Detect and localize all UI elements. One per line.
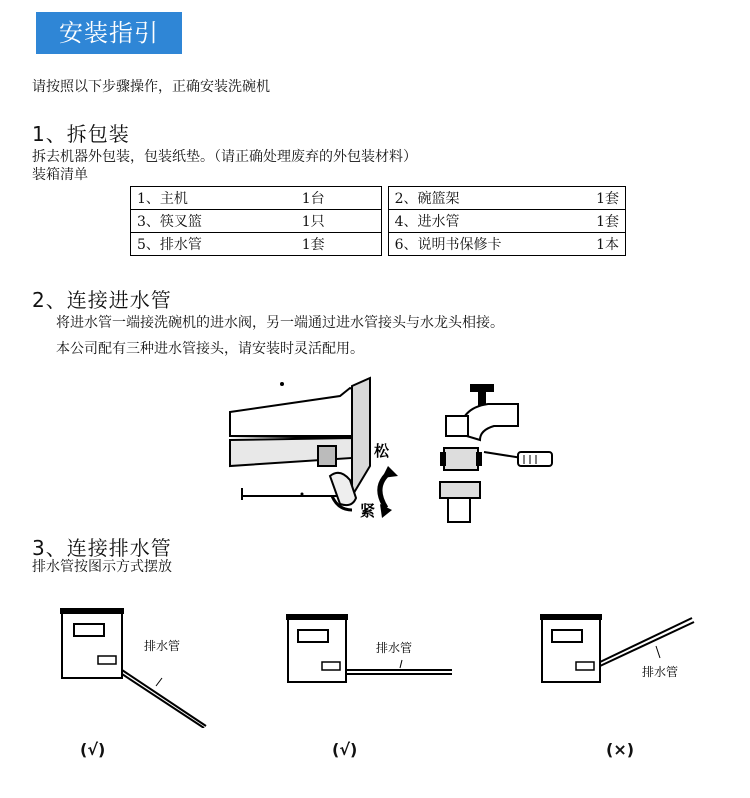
section2-heading: 2、连接进水管	[32, 288, 172, 312]
table-cell: 6、说明书保修卡 1本	[388, 233, 625, 256]
coupling-nut	[444, 448, 478, 470]
drain-diagram-1	[58, 608, 218, 728]
inlet-hose	[448, 498, 470, 522]
correct-mark: (√)	[332, 740, 358, 759]
section3-heading: 3、连接排水管	[32, 536, 172, 560]
table-cell: 4、进水管 1套	[388, 210, 625, 233]
table-row	[131, 210, 626, 233]
page-title: 安装指引	[36, 12, 182, 54]
section1-heading: 1、拆包装	[32, 122, 130, 146]
machine-top	[230, 388, 362, 436]
hose-label: 排水管	[642, 665, 679, 679]
table-row	[131, 187, 626, 210]
section2-line1: 将进水管一端接洗碗机的进水阀，另一端通过进水管接头与水龙头相接。	[56, 315, 504, 331]
incorrect-mark: (×)	[606, 740, 635, 759]
intro-text: 请按照以下步骤操作，正确安装洗碗机	[32, 79, 270, 95]
inlet-valve	[318, 446, 336, 466]
drain-diagram-3	[538, 614, 698, 694]
section2-line2: 本公司配有三种进水管接头，请安装时灵活配用。	[56, 341, 364, 357]
faucet-handle	[470, 384, 494, 392]
table-cell: 3、筷叉篮 1只	[131, 210, 382, 233]
hose-label: 排水管	[144, 639, 181, 653]
correct-mark: (√)	[80, 740, 106, 759]
packing-list-table	[130, 186, 626, 256]
table-cell: 1、主机 1台	[131, 187, 382, 210]
screwdriver-icon	[518, 452, 552, 466]
drain-diagram-2	[284, 614, 464, 694]
table-row	[131, 233, 626, 256]
hose-adapter	[440, 482, 480, 498]
tighten-label: 紧	[360, 502, 376, 520]
hose-label: 排水管	[376, 641, 413, 655]
section3-desc: 排水管按图示方式摆放	[32, 559, 172, 575]
packing-list-title: 装箱清单	[32, 167, 88, 183]
machine-side	[352, 378, 370, 496]
loosen-label: 松	[374, 442, 390, 460]
section1-desc: 拆去机器外包装，包装纸垫。（请正确处理废弃的外包装材料）	[32, 149, 417, 165]
inlet-hose-illustration	[222, 376, 562, 526]
table-cell: 2、碗篮架 1套	[388, 187, 625, 210]
table-cell: 5、排水管 1套	[131, 233, 382, 256]
